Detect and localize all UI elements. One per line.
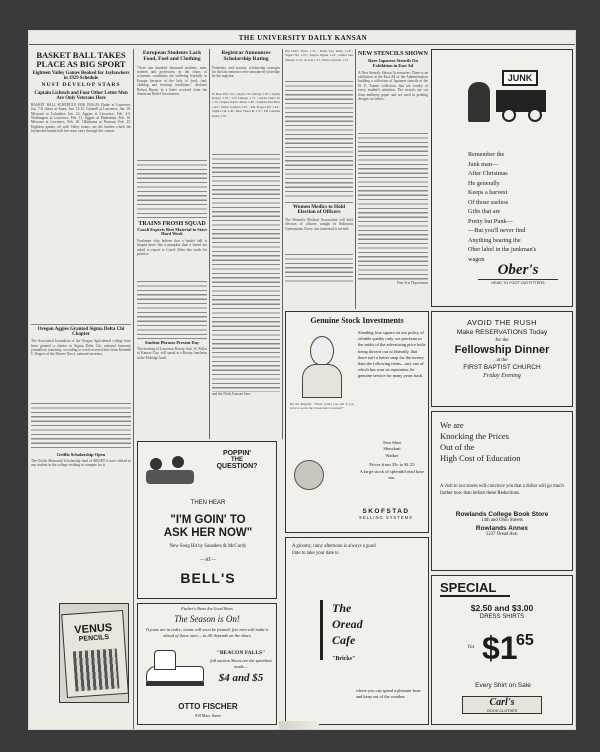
junk-line: Keeps a harvest [468,189,508,196]
bells-song-title: "I'M GOIN' TO ASK HER NOW" [163,514,253,539]
junk-line: Remember the [468,151,505,158]
venus-pencils-ad [59,603,129,703]
ratings-cont-lines [285,79,353,199]
oread-top: A gloomy, rainy afternoon is always a good time to take your date to [292,544,376,556]
bells-store: BELL'S [180,570,236,586]
rowlands-addr2: 1237 Oread Ave. [485,532,519,537]
carls-logo: Carl's GOOD CLOTHES [462,696,542,714]
column-registrar [212,49,280,439]
wheel-icon [528,108,542,122]
article-europe-lines [137,158,207,218]
fellowship-title: Fellowship Dinner [454,344,550,356]
shoe-top-icon [154,650,176,670]
ratings-cont: Phi Delta Theta 1.31 | Delta Tau Delta 1.28 | Sigma Nu 1.25 | Kappa Sigma 1.22 | Alpha Tau Omega 1.19 | Acacia 1.15 | Delta Upsilon 1.12 [285,49,353,62]
pencil-box-illustration [61,610,129,698]
article-oregon-lines [31,401,131,451]
special-item: DRESS SHIRTS [479,614,525,620]
article-stencils-lines [358,131,428,281]
newspaper-page [28,30,576,730]
article-women-medics-lines [285,252,353,282]
oread-bottom: where you can spend a pleasant hour and keep out of the weather. [356,688,421,699]
oread-nick: "Bricks" [332,656,356,662]
special-footer: Every Shirt on Sale [475,682,531,689]
article-student: The meeting of Lawrence Rotary club, W. Fuller of Kansas City, will speak at a Rotary luncheon at the Eldridge hotel. [137,346,207,360]
headline-oregon: Oregon Aggies Granted Sigma Delta Chi Chapter [31,324,131,338]
special-price: for $1 65 [468,630,534,666]
bells-song-sub: New Song Hit by Saunders & McCurdy [169,544,247,549]
bells-at: —AT— [199,558,217,563]
column-stencils [358,49,428,309]
fischer-body: Tryouts are in order; teams will soon be formed; feet men will make it ahead of those ones —in All depends on the shoes [145,627,269,638]
bells-then-hear: THEN HEAR [190,500,226,506]
oread-name: The Oread Cafe [332,601,363,647]
article-registrar: Fraternity and sorority scholarship averages for the last semester were announced yesterday by the registrar. [212,65,280,79]
stock-item: Tom Shoe [382,440,402,445]
fellowship-time: Friday Evening [483,373,521,379]
article-women-medics: The Women's Medical Association will hold election of officers tonight in Robinson Gymnasium. Every one interested is invited. [285,217,353,231]
headline-stencils: NEW STENCILS SHOWN [358,51,428,57]
subhead-captain: Captain Lichtsch and Four Other Letter Men Are Only Veterans Here [34,90,128,101]
man-portrait-illustration [290,330,356,400]
article-basketball: BASKET BALL SCHEDULE FOR 1928-29: Drake at Lawrence, Jan. 7-8. Ames at Ames, Jan. 14-15. Grinnell at Lawrence, Jan. 18. Missouri at Columbia, Jan. 22. Aggies at Lawrence, Feb. 4-5. Washington at Lawrence, Feb. 11. Aggies at Manhattan, Feb. 16. Missouri at Lawrence, Feb. 20. Oklahoma at Norman, Feb. 25. Eighteen games, all with Valley teams, are the burden which the Jayhawker basket ball five must carry through this season. [31,102,131,134]
sneaker-illustration [146,650,204,690]
face-icon [310,336,334,366]
headline-registrar: Registrar Announces Scholarship Rating [221,50,271,62]
bells-music-ad [137,441,277,599]
ratings-list: Pi Beta Phi 1.91 | Alpha Chi Omega 1.87 | Sigma Kappa 1.79 | Chi Omega 1.74 | Alpha Delta Pi 1.70 | Kappa Alpha Theta 1.66 | Gamma Phi Beta 1.64 | Delta Gamma 1.61 | Phi Kappa Psi 1.44 | Sigma Chi 1.40 | Beta Theta Pi 1.37 | Phi Gamma Delta 1.33 [212,91,280,118]
bells-question: POPPIN' THE QUESTION? [216,450,258,470]
junk-line: Gifts that are [468,208,501,215]
rowlands-store1: Rowlands College Book Store [455,511,549,518]
wheel-icon [502,108,516,122]
rowlands-store2: Rowlands Annex [475,525,529,532]
bench-icon [146,470,194,484]
stock-ad-title: Genuine Stock Investments [310,316,404,325]
headline-women-medics: Women Medics to Hold Election of Officers [285,202,353,216]
stencils-footer: Fine Arts Department [396,280,428,285]
head-icon [172,456,184,468]
couple-illustration [144,450,196,490]
teaser-basketball: NUST DEVELOP STARS [41,81,121,88]
obers-logo: Ober's HEAD TO FOOT OUTFITTERS [478,262,558,285]
rowlands-body: A visit to our stores will convince you that a dollar will go much farther now than before these Reductions. [440,484,564,496]
fischer-top: Fischer's Shoes Are Good Shoes [181,606,233,611]
column-rule [209,49,210,439]
paper-tear [279,721,319,730]
junk-line: Pretty but Punk— [468,217,513,225]
column-ratings-cont [285,49,353,309]
junk-line: —But you'll never find [468,227,526,234]
special-price-range: $2.50 and $3.00 [470,603,534,613]
subhead-stencils: Rare Japanese Stencils On Exhibition in East Ad [368,58,418,68]
article-stencils: A New Stencils Shown Accessories: There is an exhibition in the East Ad of the Administration building a collection of Japanese stencils of the W. E. Tanner collection, that are worthy of every student's attention. The stencils are cut from mulberry paper and are used in printing designs on fabrics. [358,70,428,101]
oread-cafe-ad [285,537,429,725]
sole-icon [146,682,204,686]
fischer-addr: 819 Mass. Street [195,714,221,718]
rowlands-head-line: We are [440,420,464,430]
stock-item: Walker [385,452,399,458]
shoulders-icon [302,364,342,398]
rowlands-heading [440,420,572,464]
rowlands-ad [431,411,573,571]
article-frosh-lines [137,279,207,339]
column-rule [133,49,134,729]
stock-ad-body: Standing four square on our policy of reliable quality only, we proclaim in the midst of the advertising price bolts being thrown out so liberally, that there isn't a better snap for the money than the following items—any one of which has won its reputation for genuine service for many years back. [358,330,426,379]
special-shirts-ad [431,575,573,725]
stock-ad-caption: By the Regular: "What would you sell if you were to serve the lowest price wanted?" [290,402,354,411]
subhead-basketball: Eighteen Valley Games Booked for Jayhawkers in 1929 Schedule [32,70,130,81]
head-icon [150,458,162,470]
headline-europe: European Students Lack Food, Fuel and Clothing [142,50,202,62]
skofstad-logo: SKOFSTAD SELLING SYSTEMS [359,508,413,520]
article-oregon: The Associated Journalists of the Oregon Agricultural college have been granted a charter in Sigma Delta Chi, national honorary journalistic fraternity, according to word received here from Kenneth C. Rogers of the Denver News, national secretary. [31,339,131,357]
fellowship-line4: at the [496,358,508,363]
stock-items [358,440,426,481]
junk-line: wagon [468,255,485,263]
fischer-shoes-ad [137,603,277,725]
stock-note: A large stock of splendid read hose too. [359,468,425,481]
oread-bar [320,600,323,660]
junk-line: Of those useless [468,198,509,206]
fellowship-line2: Make RESERVATIONS Today [456,329,548,336]
rowlands-addr1: 14th and Ohio Streets [481,518,523,523]
article-griffis: The Griffis Memorial Scholarship fund of $80,000 is now offered to any student in the college wishing to compete for it. [31,458,131,468]
special-head: SPECIAL [440,580,510,597]
rowlands-head-line: Knocking the Prices [440,431,509,441]
junk-line: Anything bearing the [468,236,521,244]
stock-price: Prices from 35c to $1.25 [369,462,415,468]
column-rule [355,49,356,309]
junk-line: After Christmas [468,170,508,177]
fellowship-line3: for the [495,338,509,343]
junk-sign: JUNK [502,70,538,86]
ratings-list-lines [212,152,280,392]
junkman-figure [468,82,490,122]
column-rule [282,49,283,439]
headline-student: Student Phrases Present Day [144,340,200,346]
headline-frosh: TRAINS FROSH SQUAD [138,220,206,227]
stock-investments-ad [285,311,429,533]
article-europe: "Over one hundred thousand students, men, women and professors, in the chaos of economic conditions are suffering fearfully in Europe because of the lack of food, fuel, clothing and housing conditions," declares Robert Ruster in a letter received from the American Relief Association. [137,65,207,96]
fischer-store: OTTO FISCHER [178,702,238,711]
fischer-brand: "BEACON FALLS" full suction Shoes are the speediest made— $4 and $5 [210,650,272,685]
fellowship-line1: AVOID THE RUSH [466,318,538,327]
subhead-frosh: Coach Experts Best Material to Start Hard Work [137,226,207,237]
fischer-title: The Season is On! [174,614,240,624]
venus-product: PENCILS [78,633,110,644]
headline-griffis: Griffis Scholarship Open [56,452,106,458]
junk-ad [431,49,573,307]
article-frosh: Freshmen who believe that a basket ball is shaped more like a pumpkin than a barrel are asked to report to Coach Allen this week for practice. [137,239,207,257]
junk-line: Ober label in the junkman's [468,246,537,253]
headline-basketball: BASKET BALL TAKES PLACE AS BIG SPORT [36,50,126,69]
column-europe [137,49,207,449]
junk-line: He generally [468,179,500,187]
rowlands-head-line: Out of the [440,442,475,452]
stock-item: Shawknit [383,446,401,452]
venus-brand: VENUS [73,621,113,637]
fellowship-place: FIRST BAPTIST CHURCH [463,364,541,371]
coin-illustration [294,460,324,490]
junk-ad-text [468,150,568,264]
pencils-icon [73,648,120,691]
junk-wagon-illustration [458,66,550,126]
registrar-footer: and the Daily Kansan here. [212,391,252,396]
junk-line: Junk man— [468,160,499,168]
fellowship-dinner-ad [431,311,573,407]
rowlands-head-line: High Cost of Education [440,453,521,463]
masthead: THE UNIVERSITY DAILY KANSAN [29,31,576,45]
